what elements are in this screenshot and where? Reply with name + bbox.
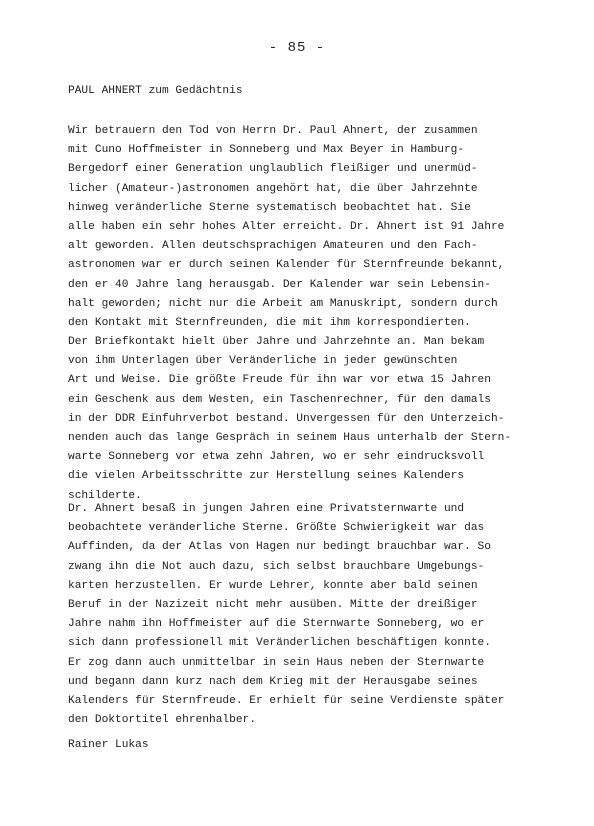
text-line: Bergedorf einer Generation unglaublich fleißiger und unermüd- (68, 163, 478, 176)
text-line: und begann dann kurz nach dem Krieg mit der Herausgabe seines (68, 675, 478, 688)
text-line: mit Cuno Hoffmeister in Sonneberg und Max Beyer in Hamburg- (68, 144, 465, 157)
text-line: licher (Amateur-)astronomen angehört hat, die über Jahrzehnte (68, 182, 478, 195)
text-line: ein Geschenk aus dem Westen, ein Taschenrechner, für den damals (68, 393, 491, 406)
text-line: Wir betrauern den Tod von Herrn Dr. Paul Ahnert, der zusammen (68, 125, 478, 137)
paragraph-1 (68, 122, 538, 506)
text-line: karten herzustellen. Er wurde Lehrer, konnte aber bald seinen (68, 579, 478, 592)
text-line: schilderte. (68, 489, 142, 502)
text-line: alle haben ein sehr hohes Alter erreicht. Dr. Ahnert ist 91 Jahre (68, 220, 505, 233)
text-line: halt geworden; nicht nur die Arbeit am Manuskript, sondern durch (68, 297, 498, 310)
text-line: Dr. Ahnert besaß in jungen Jahren eine Privatsternwarte und (68, 503, 465, 515)
text-line: Kalenders für Sternfreude. Er erhielt für seine Verdienste später (68, 694, 505, 707)
page-number: - 85 - (268, 40, 326, 56)
text-line: den er 40 Jahre lang herausgab. Der Kalender war sein Lebensin- (68, 278, 491, 291)
text-line: Beruf in der Nazizeit nicht mehr ausüben. Mitte der dreißiger (68, 598, 478, 611)
paragraph-2 (68, 500, 538, 730)
text-line: die vielen Arbeitsschritte zur Herstellung seines Kalenders (68, 470, 465, 483)
author-signature: Rainer Lukas (68, 739, 149, 751)
text-line: den Doktortitel ehrenhalber. (68, 714, 256, 727)
text-line: von ihm Unterlagen über Veränderliche in jeder gewünschten (68, 355, 458, 368)
text-line: Auffinden, da der Atlas von Hagen nur bedingt brauchbar war. So (68, 541, 491, 554)
text-line: Jahre nahm ihn Hoffmeister auf die Sternwarte Sonneberg, wo er (68, 618, 485, 631)
article-heading: PAUL AHNERT zum Gedächtnis (68, 85, 243, 97)
text-line: sich dann professionell mit Veränderlichen beschäftigen konnte. (68, 637, 491, 650)
text-line: Art und Weise. Die größte Freude für ihn war vor etwa 15 Jahren (68, 374, 491, 387)
text-line: alt geworden. Allen deutschsprachigen Amateuren und den Fach- (68, 240, 478, 253)
text-line: den Kontakt mit Sternfreunden, die mit ihm korrespondierten. (68, 316, 471, 329)
text-line: astronomen war er durch seinen Kalender für Sternfreunde bekannt, (68, 259, 505, 272)
text-line: Der Briefkontakt hielt über Jahre und Jahrzehnte an. Man bekam (68, 336, 485, 349)
text-line: zwang ihn die Not auch dazu, sich selbst brauchbare Umgebungs- (68, 560, 485, 573)
text-line: hinweg veränderliche Sterne systematisch beobachtet hat. Sie (68, 201, 471, 214)
text-line: Er zog dann auch unmittelbar in sein Haus neben der Sternwarte (68, 656, 485, 669)
text-line: in der DDR Einfuhrverbot bestand. Unvergessen für den Unterzeich- (68, 412, 505, 425)
text-line: beobachtete veränderliche Sterne. Größte Schwierigkeit war das (68, 522, 485, 535)
text-line: warte Sonneberg vor etwa zehn Jahren, wo er sehr eindrucksvoll (68, 451, 485, 464)
text-line: nenden auch das lange Gespräch in seinem Haus unterhalb der Stern- (68, 432, 512, 444)
